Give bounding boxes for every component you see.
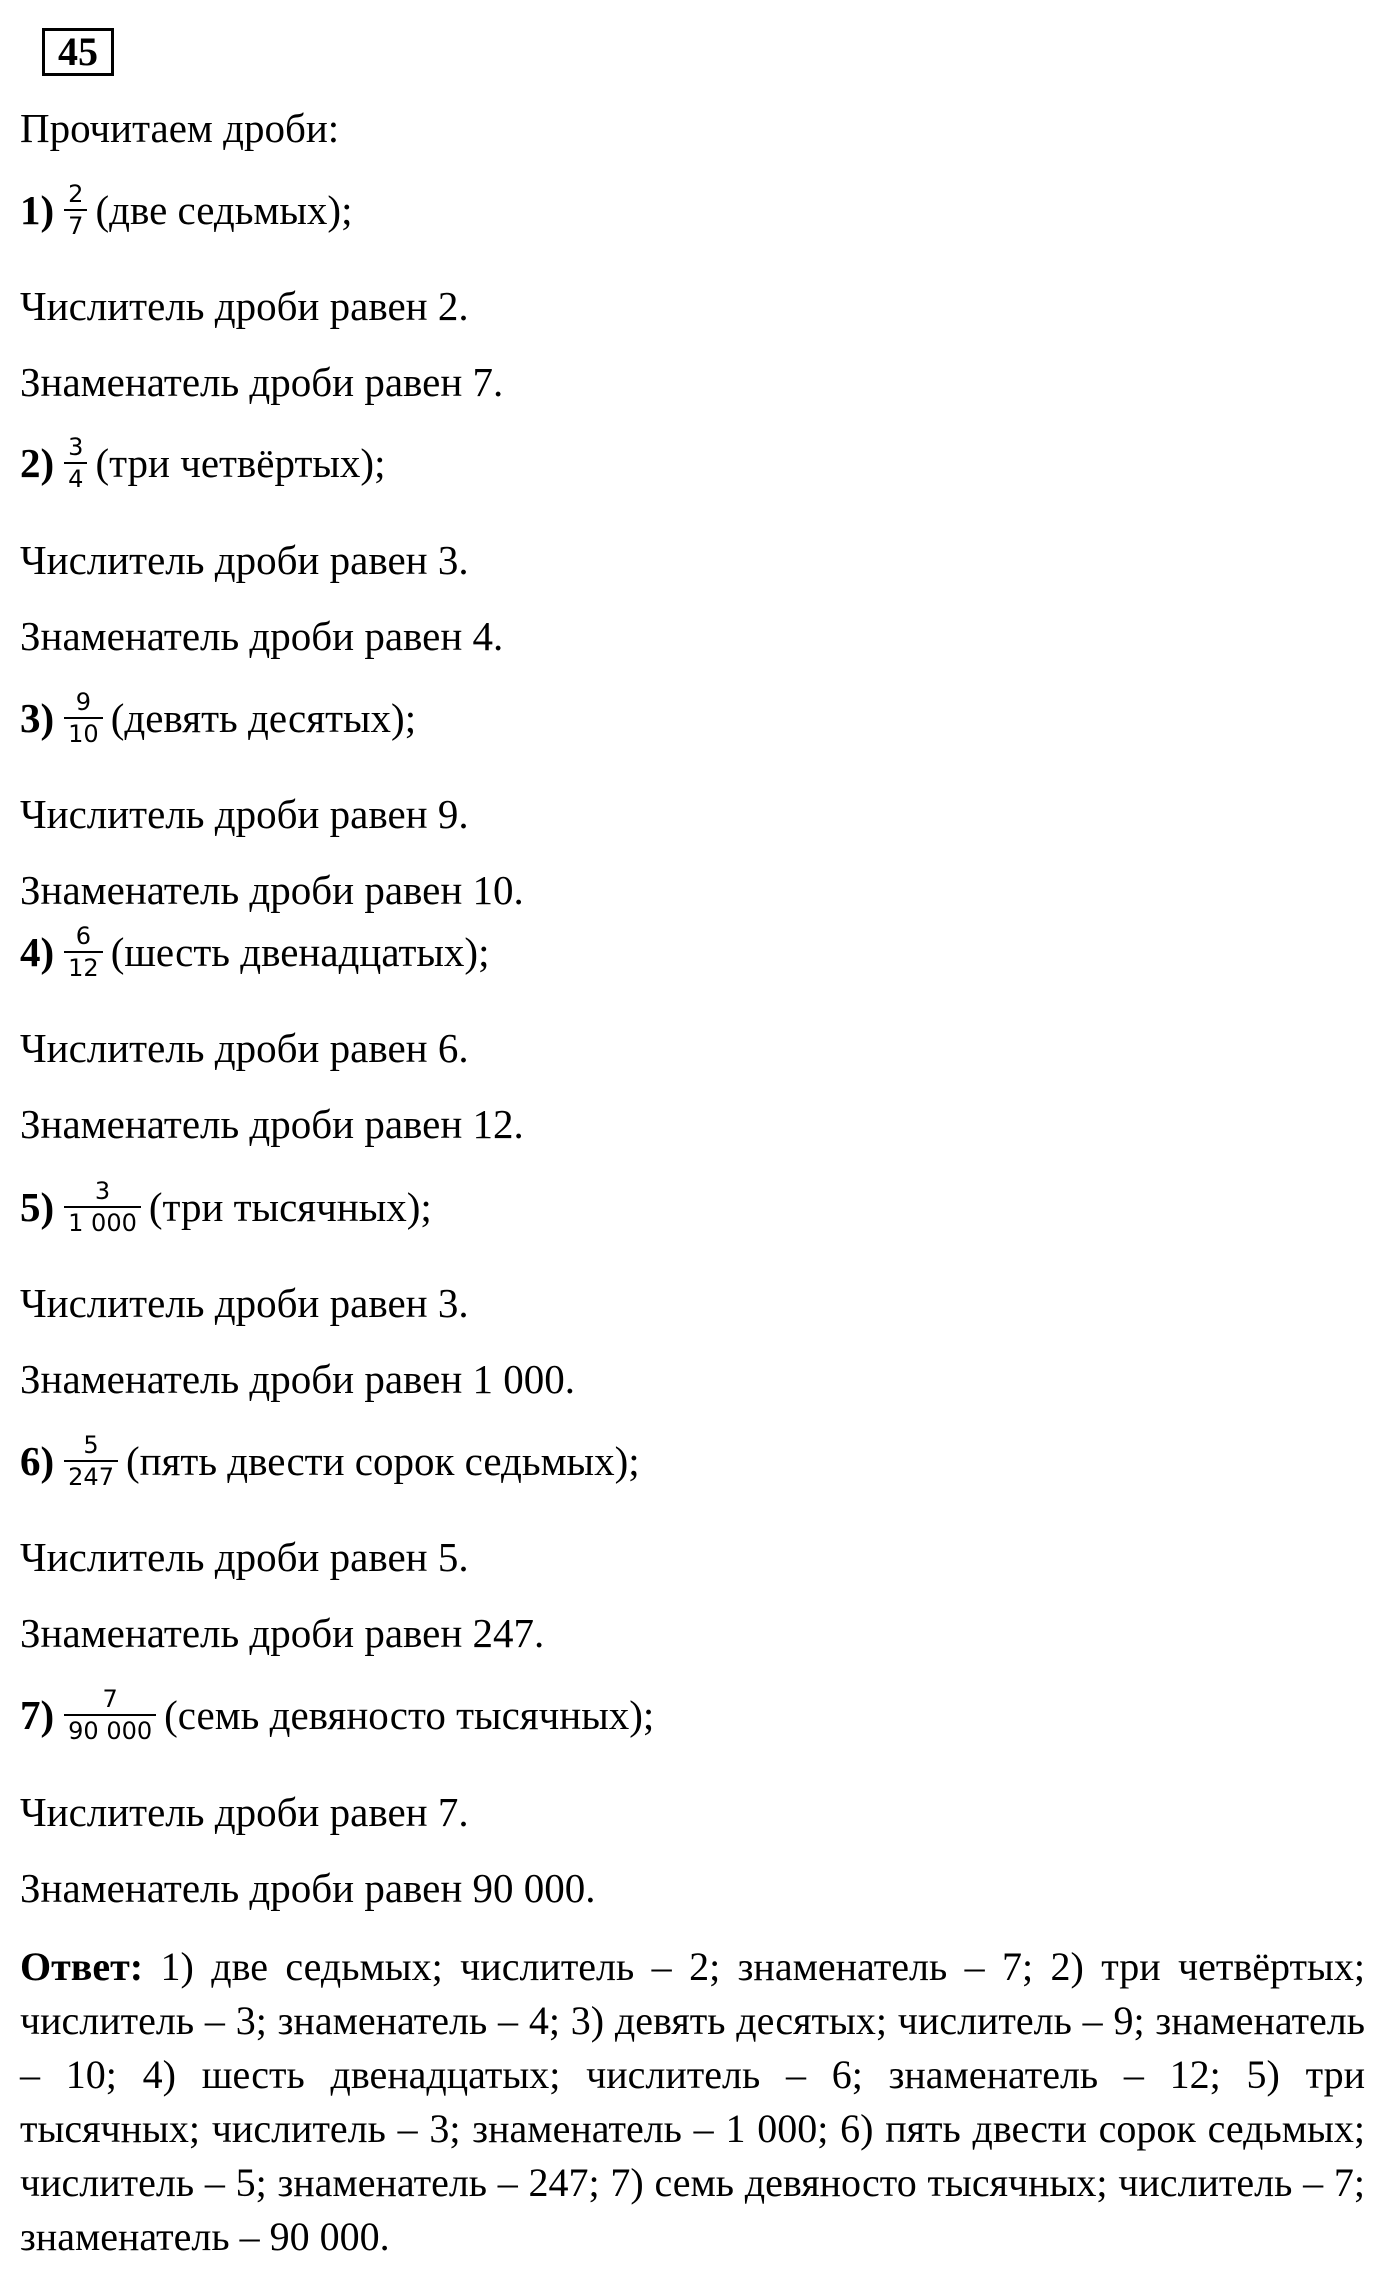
item-7-denominator-line: Знаменатель дроби равен 90 000. xyxy=(20,1865,596,1911)
fraction-reading: (две седьмых); xyxy=(95,187,353,233)
item-4-numerator-line: Числитель дроби равен 6. xyxy=(20,1025,469,1071)
intro-text: Прочитаем дроби: xyxy=(20,105,340,151)
item-number: 7) xyxy=(20,1692,55,1738)
item-7-numerator-line: Числитель дроби равен 7. xyxy=(20,1789,469,1835)
fraction-reading: (три четвёртых); xyxy=(95,440,386,486)
fraction-denominator: 90 000 xyxy=(68,1717,153,1745)
fraction xyxy=(64,922,103,982)
item-2-numerator-line: Числитель дроби равен 3. xyxy=(20,537,469,583)
item-number: 4) xyxy=(20,929,55,975)
item-number: 6) xyxy=(20,1438,55,1484)
fraction-numerator: 2 xyxy=(68,180,84,208)
item-1-numerator-line: Числитель дроби равен 2. xyxy=(20,283,469,329)
fraction xyxy=(64,433,87,493)
item-5-heading xyxy=(20,1177,432,1237)
fraction xyxy=(64,1431,118,1491)
fraction-reading: (пять двести сорок седьмых); xyxy=(125,1438,640,1484)
fraction xyxy=(64,180,87,240)
fraction-reading: (девять десятых); xyxy=(110,695,417,741)
fraction xyxy=(64,1177,141,1237)
fraction-denominator: 7 xyxy=(68,212,84,240)
fraction-numerator: 9 xyxy=(75,688,92,716)
item-6-numerator-line: Числитель дроби равен 5. xyxy=(20,1534,469,1580)
item-2-heading xyxy=(20,433,385,493)
item-number: 2) xyxy=(20,440,55,486)
fraction-denominator: 247 xyxy=(68,1463,114,1491)
fraction-reading: (шесть двенадцатых); xyxy=(110,929,490,975)
answer-paragraph xyxy=(20,1940,1365,2264)
item-4-heading xyxy=(20,922,489,982)
answer-text: 1) две седьмых; числитель – 2; знаменатель – 7; 2) три четвёртых; числитель – 3; знаменатель – 4; 3) девять десятых; числитель – 9; знаменатель – 10; 4) шесть двенадцатых; числитель – 6; знаменатель – 12; 5) три тысячных; числитель – 3; знаменатель – 1 000; 6) пять двести сорок седьмых; числитель – 5; знаменатель – 247; 7) семь девяносто тысячных; числитель – 7; знаменатель – 90 000. xyxy=(20,1944,1365,2259)
fraction-numerator: 7 xyxy=(102,1685,118,1713)
item-number: 5) xyxy=(20,1184,55,1230)
fraction-numerator: 3 xyxy=(68,433,84,461)
fraction-denominator: 4 xyxy=(68,465,84,493)
fraction-numerator: 3 xyxy=(94,1177,111,1205)
item-6-denominator-line: Знаменатель дроби равен 247. xyxy=(20,1610,545,1656)
item-6-heading xyxy=(20,1431,640,1491)
answer-label: Ответ: xyxy=(20,1944,161,1989)
item-2-denominator-line: Знаменатель дроби равен 4. xyxy=(20,613,504,659)
fraction xyxy=(64,1685,156,1745)
fraction-numerator: 6 xyxy=(75,922,92,950)
item-1-heading xyxy=(20,180,352,240)
fraction-numerator: 5 xyxy=(83,1431,99,1459)
fraction-denominator: 10 xyxy=(68,720,99,748)
item-5-numerator-line: Числитель дроби равен 3. xyxy=(20,1280,469,1326)
fraction-reading: (семь девяносто тысячных); xyxy=(164,1692,655,1738)
item-3-heading xyxy=(20,688,416,748)
fraction-denominator: 12 xyxy=(68,954,99,982)
item-number: 1) xyxy=(20,187,55,233)
fraction xyxy=(64,688,103,748)
item-5-denominator-line: Знаменатель дроби равен 1 000. xyxy=(20,1356,576,1402)
item-4-denominator-line: Знаменатель дроби равен 12. xyxy=(20,1101,524,1147)
item-3-numerator-line: Числитель дроби равен 9. xyxy=(20,791,469,837)
item-number: 3) xyxy=(20,695,55,741)
item-7-heading xyxy=(20,1685,654,1745)
problem-number-box: 45 xyxy=(42,28,114,76)
item-3-denominator-line: Знаменатель дроби равен 10. xyxy=(20,867,524,913)
item-1-denominator-line: Знаменатель дроби равен 7. xyxy=(20,359,504,405)
fraction-denominator: 1 000 xyxy=(68,1209,137,1237)
fraction-reading: (три тысячных); xyxy=(148,1184,432,1230)
